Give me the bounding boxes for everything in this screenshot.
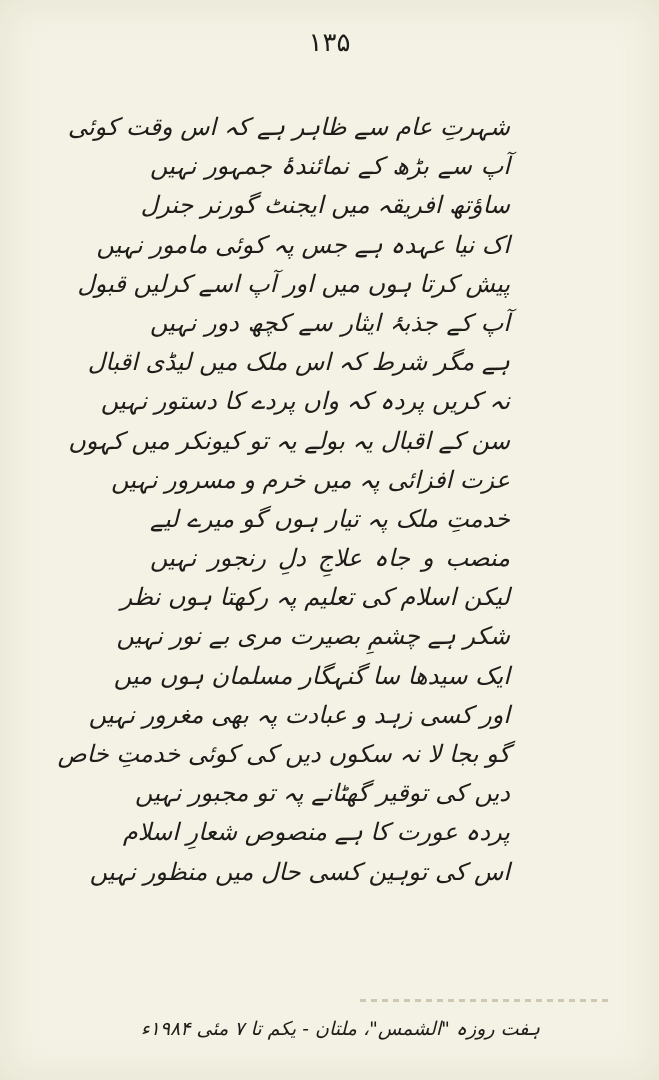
poem xyxy=(57,108,510,892)
bleed-through-mark xyxy=(360,999,610,1002)
footnote: ہفت روزہ "الشمس"، ملتان - یکم تا ۷ مئی ۱۹۸۴ء xyxy=(140,1018,540,1040)
poem-line: اک نیا عہدہ ہے جس پہ کوئی مامور نہیں xyxy=(96,230,510,259)
poem-line: دیں کی توقیر گھٹانے پہ تو مجبور نہیں xyxy=(135,779,510,808)
poem-line: ساؤتھ افریقہ میں ایجنٹ گورنر جنرل xyxy=(140,191,510,220)
poem-line: عزت افزائی پہ میں خرم و مسرور نہیں xyxy=(111,465,510,494)
page-number: ۱۳۵ xyxy=(308,28,351,58)
poem-line: آپ سے بڑھ کے نمائندۂ جمہور نہیں xyxy=(150,152,510,181)
poem-line: نہ کریں پردہ کہ واں پردے کا دستور نہیں xyxy=(100,387,510,416)
poem-line: گو بجا لا نہ سکوں دیں کی کوئی خدمتِ خاص xyxy=(57,740,510,768)
poem-line: اس کی توہین کسی حال میں منظور نہیں xyxy=(89,857,510,886)
poem-line: پیش کرتا ہوں میں اور آپ اسے کرلیں قبول xyxy=(77,269,510,298)
poem-line: ہے مگر شرط کہ اس ملک میں لیڈی اقبال xyxy=(87,348,510,377)
poem-line: پردہ عورت کا ہے منصوص شعارِ اسلام xyxy=(122,818,510,847)
poem-line: سن کے اقبال یہ بولے یہ تو کیونکر میں کہوں xyxy=(68,426,510,455)
poem-line: آپ کے جذبۂ ایثار سے کچھ دور نہیں xyxy=(150,308,510,337)
poem-line: شہرتِ عام سے ظاہر ہے کہ اس وقت کوئی xyxy=(67,113,510,141)
poem-line: ایک سیدھا سا گنہگار مسلمان ہوں میں xyxy=(113,661,510,690)
poem-line: شکر ہے چشمِ بصیرت مری بے نور نہیں xyxy=(116,622,510,651)
poem-line: لیکن اسلام کی تعلیم پہ رکھتا ہوں نظر xyxy=(120,583,510,612)
poem-line: خدمتِ ملک پہ تیار ہوں گو میرے لیے xyxy=(150,504,510,533)
poem-line: اور کسی زہد و عبادت پہ بھی مغرور نہیں xyxy=(88,700,510,729)
poem-line: منصب و جاہ علاجِ دلِ رنجور نہیں xyxy=(150,544,510,573)
